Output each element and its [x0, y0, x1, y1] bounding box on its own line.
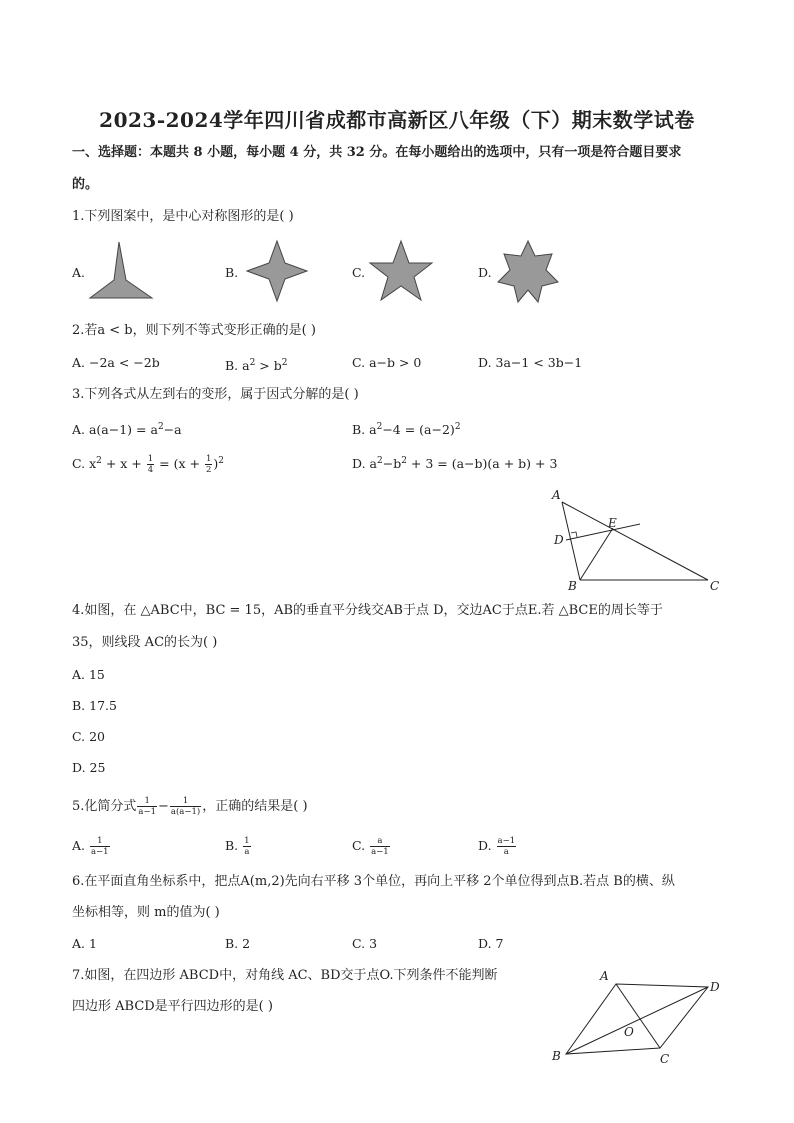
q4-stem-line1: 4.如图，在 △ABC中，BC = 15，AB的垂直平分线交AB于点 D，交边AC于点E.若 △BCE的周长等于: [72, 603, 663, 618]
page-title: 2023-2024学年四川省成都市高新区八年级（下）期末数学试卷: [99, 108, 695, 132]
q1-shape-c-five-point-star: [367, 238, 435, 304]
q6-stem-line2: 坐标相等，则 m的值为( ): [72, 905, 220, 920]
q7-label-b: B: [552, 1049, 561, 1063]
q4-label-c: C: [710, 579, 720, 593]
q2-option-a: A. −2a < −2b: [72, 355, 160, 370]
q3-option-d: D. $a^2-b^2 + 3 = (a-b)(a + b) + 3$: [352, 456, 558, 472]
q6-option-d: D. 7: [478, 936, 504, 951]
q1-option-c: C.: [352, 265, 366, 280]
section-header: 一、选择题：本题共 8 小题，每小题 4 分，共 32 分。在每小题给出的选项中，只有一项是符合题目要求: [72, 145, 682, 160]
q6-option-c: C. 3: [352, 936, 378, 951]
q7-label-o: O: [624, 1025, 634, 1039]
q5-fraction-2: $\frac{1}{a(a-1)}$: [170, 796, 201, 817]
q1-option-b: B.: [225, 265, 239, 280]
q2-option-c: C. a−b > 0: [352, 355, 422, 370]
q6-option-a: A. 1: [72, 936, 97, 951]
q6-stem-line1: 6.在平面直角坐标系中，把点A(m,2)先向右平移 3个单位，再向上平移 2个单位得到点B.若点 B的横、纵: [72, 874, 675, 889]
q4-option-d: D. 25: [72, 760, 106, 775]
q5-option-c: C. $\frac{a}{a-1}$: [352, 836, 389, 857]
q5-fraction-1: $\frac{1}{a-1}$: [138, 796, 157, 817]
section-header-cont: 的。: [72, 177, 99, 192]
q4-option-b: B. 17.5: [72, 698, 117, 713]
q2-stem: 2.若a < b，则下列不等式变形正确的是( ): [72, 323, 316, 338]
q4-label-a: A: [552, 488, 561, 502]
q4-label-d: D: [554, 533, 564, 547]
q7-label-d: D: [710, 980, 720, 994]
q5-option-a: A. $\frac{1}{a-1}$: [72, 836, 109, 857]
q2-option-b: B. $a^2 > b^2$: [225, 358, 288, 374]
q4-triangle-figure: [548, 484, 728, 594]
q1-shape-b-four-point-star: [243, 238, 311, 304]
q1-option-a: A.: [72, 265, 86, 280]
q3-option-a: A. $a(a-1) = a^2-a$: [72, 422, 182, 438]
q2-option-d: D. 3a−1 < 3b−1: [478, 355, 583, 370]
q7-label-a: A: [600, 969, 609, 983]
q1-stem: 1.下列图案中，是中心对称图形的是( ): [72, 209, 294, 224]
q4-label-b: B: [568, 579, 577, 593]
q7-parallelogram-figure: [544, 964, 730, 1068]
q7-label-c: C: [660, 1052, 670, 1066]
q1-shape-d-seven-point-star: [494, 238, 562, 304]
q5-option-d: D. $\frac{a-1}{a}$: [478, 836, 516, 857]
fraction-one-fourth: $\frac{1}{4}$: [147, 454, 154, 476]
fraction-one-half: $\frac{1}{2}$: [205, 454, 212, 476]
q5-option-b: B. $\frac{1}{a}$: [225, 836, 250, 857]
q4-option-a: A. 15: [72, 667, 105, 682]
q3-option-c: C. $x^2 + x$ + $\frac{1}{4}$ = (x + $\frac{1}{2}$ )$^2$: [72, 454, 224, 476]
q3-stem: 3.下列各式从左到右的变形，属于因式分解的是( ): [72, 387, 359, 402]
q6-option-b: B. 2: [225, 936, 251, 951]
q5-stem: 5.化简分式 $\frac{1}{a-1}$ − $\frac{1}{a(a-1)}$ ，正确的结果是( ): [72, 796, 308, 817]
q7-stem-line2: 四边形 ABCD是平行四边形的是( ): [72, 999, 273, 1014]
q4-label-e: E: [608, 516, 617, 530]
q3-option-b: B. $a^2-4 = (a-2)^2$: [352, 422, 461, 438]
q1-shape-a-three-point-star: [86, 238, 156, 304]
q7-stem-line1: 7.如图，在四边形 ABCD中，对角线 AC、BD交于点O.下列条件不能判断: [72, 968, 498, 983]
q4-option-c: C. 20: [72, 729, 105, 744]
q4-stem-line2: 35，则线段 AC的长为( ): [72, 635, 218, 650]
q1-option-d: D.: [478, 265, 492, 280]
